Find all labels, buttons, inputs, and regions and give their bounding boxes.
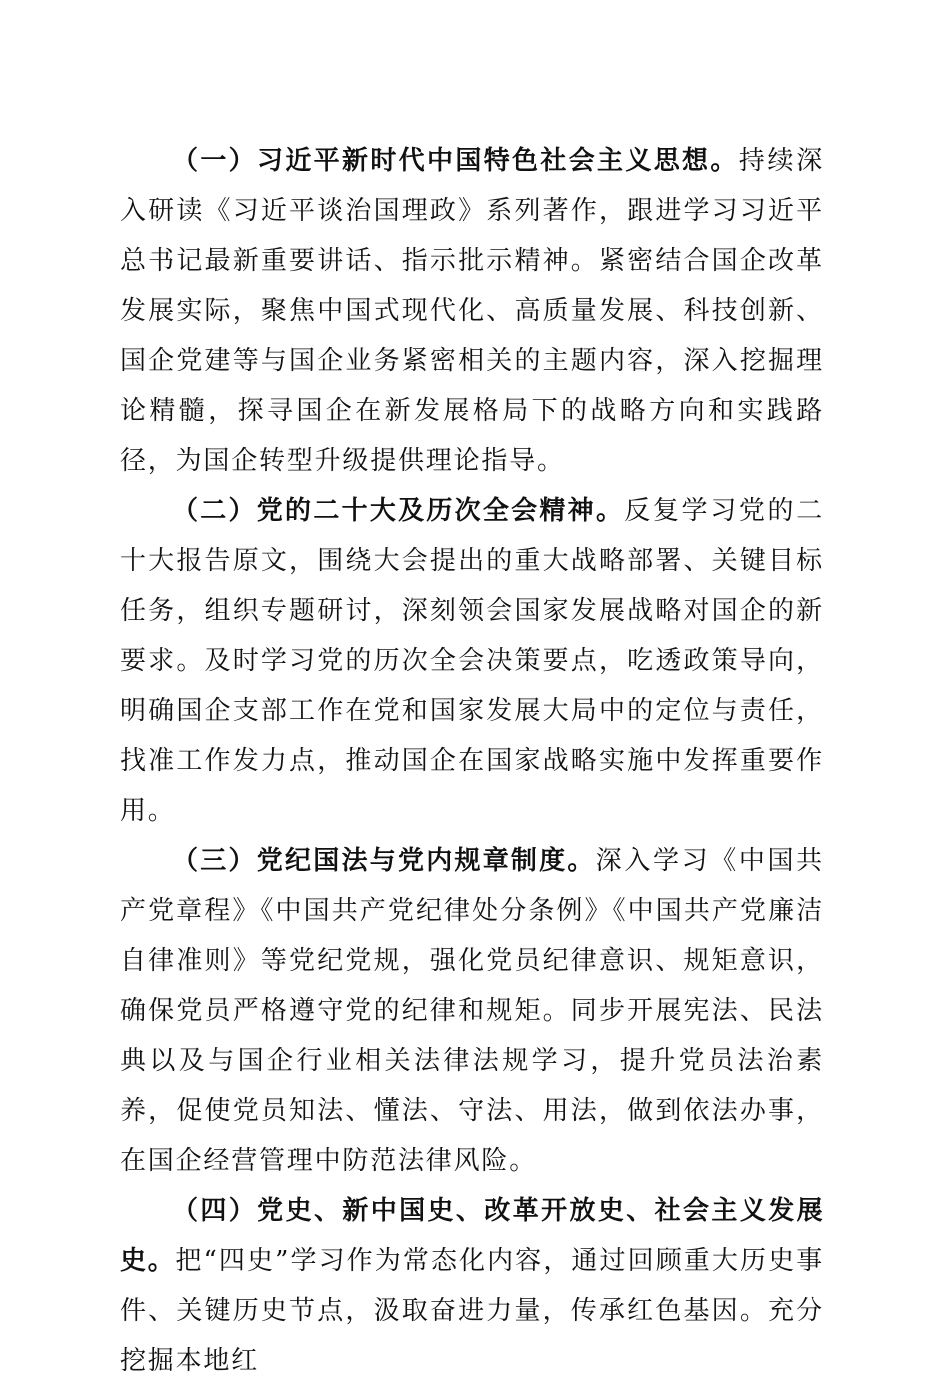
paragraph-4 — [120, 1186, 824, 1386]
paragraph-2 — [120, 486, 824, 836]
paragraph-3-heading: （三）党纪国法与党内规章制度。 — [172, 846, 596, 876]
paragraph-4-heading: （四）党史、新中国史、改革开放史、社会主义发展史。 — [120, 1196, 824, 1276]
paragraph-3 — [120, 836, 824, 1186]
paragraph-1-text: 持续深入研读《习近平谈治国理政》系列著作，跟进学习习近平总书记最新重要讲话、指示批示精神。紧密结合国企改革发展实际，聚焦中国式现代化、高质量发展、科技创新、国企党建等与国企业务紧密相关的主题内容，深入挖掘理论精髓，探寻国企在新发展格局下的战略方向和实践路径，为国企转型升级提供理论指导。 — [120, 146, 824, 476]
paragraph-3-text: 深入学习《中国共产党章程》《中国共产党纪律处分条例》《中国共产党廉洁自律准则》等党纪党规，强化党员纪律意识、规矩意识，确保党员严格遵守党的纪律和规矩。同步开展宪法、民法典以及与国企行业相关法律法规学习，提升党员法治素养，促使党员知法、懂法、守法、用法，做到依法办事，在国企经营管理中防范法律风险。 — [120, 846, 824, 1176]
document-body — [120, 136, 824, 1386]
paragraph-4-text: 把“四史”学习作为常态化内容，通过回顾重大历史事件、关键历史节点，汲取奋进力量，传承红色基因。充分挖掘本地红 — [120, 1246, 824, 1376]
paragraph-1 — [120, 136, 824, 486]
paragraph-2-heading: （二）党的二十大及历次全会精神。 — [172, 496, 625, 526]
paragraph-2-text: 反复学习党的二十大报告原文，围绕大会提出的重大战略部署、关键目标任务，组织专题研讨，深刻领会国家发展战略对国企的新要求。及时学习党的历次全会决策要点，吃透政策导向，明确国企支部工作在党和国家发展大局中的定位与责任，找准工作发力点，推动国企在国家战略实施中发挥重要作用。 — [120, 496, 824, 826]
paragraph-1-heading: （一）习近平新时代中国特色社会主义思想。 — [172, 146, 739, 176]
